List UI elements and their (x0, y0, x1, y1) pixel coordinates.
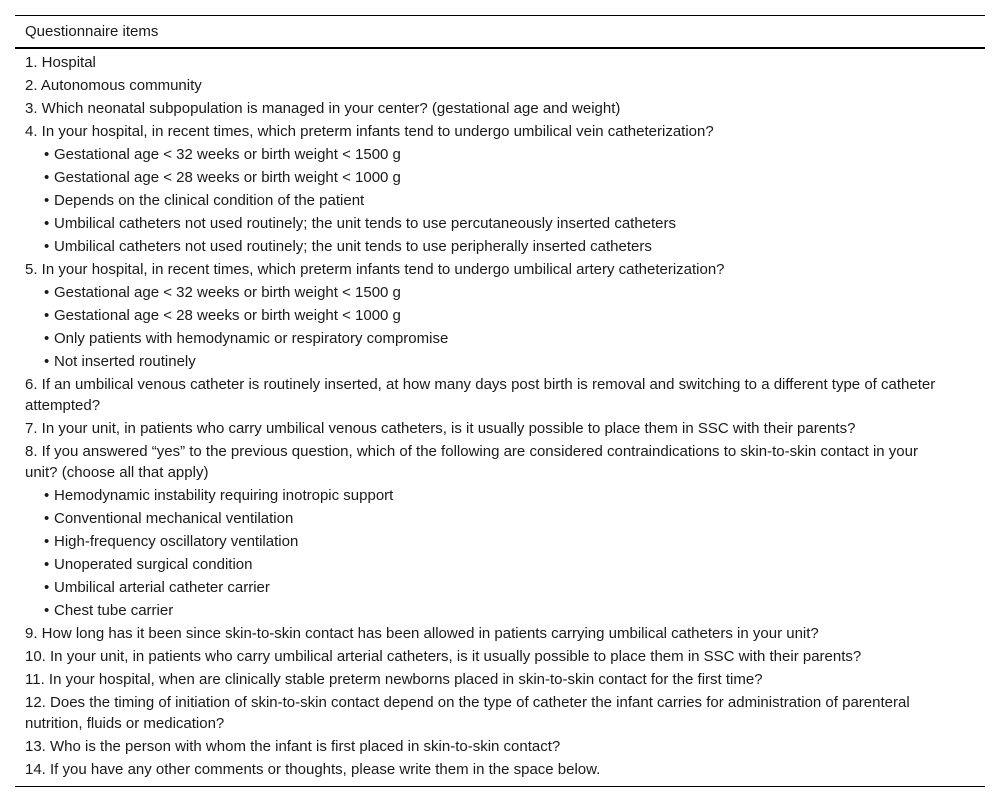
option-text: Umbilical catheters not used routinely; the unit tends to use peripherally inserted catheters (54, 238, 652, 255)
bullet-icon: • (44, 307, 50, 324)
question-text: 7. In your unit, in patients who carry umbilical venous catheters, is it usually possible to place them in SSC with their parents? (25, 420, 856, 437)
bullet-icon: • (44, 556, 50, 573)
bullet-icon: • (44, 238, 50, 255)
bullet-icon: • (44, 533, 50, 550)
option-row (15, 213, 985, 236)
option-text: Conventional mechanical ventilation (54, 510, 294, 527)
question-row (15, 418, 985, 441)
option-text: Umbilical catheters not used routinely; the unit tends to use percutaneously inserted catheters (54, 215, 677, 232)
question-text: 12. Does the timing of initiation of skin-to-skin contact depend on the type of catheter the infant carries for administration of parenteral nutrition, fluids or medication? (25, 694, 910, 732)
option-text: Gestational age < 28 weeks or birth weight < 1000 g (54, 169, 401, 186)
question-row (15, 98, 985, 121)
option-row (15, 190, 985, 213)
bullet-icon: • (44, 353, 50, 370)
question-text: 6. If an umbilical venous catheter is routinely inserted, at how many days post birth is removal and switching to a different type of catheter attempted? (25, 376, 936, 414)
option-row (15, 600, 985, 623)
question-text: 14. If you have any other comments or thoughts, please write them in the space below. (25, 761, 601, 778)
table-header-label: Questionnaire items (25, 23, 159, 40)
option-text: Not inserted routinely (54, 353, 196, 370)
bullet-icon: • (44, 284, 50, 301)
option-text: Unoperated surgical condition (54, 556, 253, 573)
bullet-icon: • (44, 169, 50, 186)
question-text: 11. In your hospital, when are clinically stable preterm newborns placed in skin-to-skin contact for the first time? (25, 671, 763, 688)
bullet-icon: • (44, 579, 50, 596)
question-row (15, 441, 985, 485)
option-row (15, 305, 985, 328)
questionnaire-table (15, 15, 985, 787)
bullet-icon: • (44, 330, 50, 347)
option-row (15, 577, 985, 600)
option-row (15, 167, 985, 190)
question-text: 8. If you answered “yes” to the previous question, which of the following are considered contraindications to skin-to-skin contact in your unit? (choose all that apply) (25, 443, 918, 481)
question-text: 4. In your hospital, in recent times, which preterm infants tend to undergo umbilical vein catheterization? (25, 123, 714, 140)
question-row (15, 259, 985, 282)
question-text: 2. Autonomous community (25, 77, 202, 94)
option-text: Umbilical arterial catheter carrier (54, 579, 270, 596)
option-row (15, 485, 985, 508)
option-text: Gestational age < 28 weeks or birth weight < 1000 g (54, 307, 401, 324)
bullet-icon: • (44, 146, 50, 163)
option-text: Hemodynamic instability requiring inotropic support (54, 487, 394, 504)
option-text: High-frequency oscillatory ventilation (54, 533, 299, 550)
question-row (15, 646, 985, 669)
option-text: Depends on the clinical condition of the patient (54, 192, 365, 209)
question-row (15, 374, 985, 418)
question-row (15, 75, 985, 98)
question-text: 1. Hospital (25, 54, 96, 71)
bullet-icon: • (44, 192, 50, 209)
question-row (15, 692, 985, 736)
bullet-icon: • (44, 487, 50, 504)
question-text: 3. Which neonatal subpopulation is managed in your center? (gestational age and weight) (25, 100, 621, 117)
option-text: Gestational age < 32 weeks or birth weight < 1500 g (54, 284, 401, 301)
question-text: 9. How long has it been since skin-to-skin contact has been allowed in patients carrying umbilical catheters in your unit? (25, 625, 819, 642)
option-row (15, 144, 985, 167)
option-row (15, 236, 985, 259)
question-row (15, 736, 985, 759)
option-row (15, 531, 985, 554)
question-row (15, 121, 985, 144)
question-text: 5. In your hospital, in recent times, which preterm infants tend to undergo umbilical artery catheterization? (25, 261, 725, 278)
option-row (15, 282, 985, 305)
question-row (15, 669, 985, 692)
option-text: Only patients with hemodynamic or respiratory compromise (54, 330, 449, 347)
option-row (15, 328, 985, 351)
bullet-icon: • (44, 215, 50, 232)
table-body (15, 49, 985, 787)
option-row (15, 508, 985, 531)
bullet-icon: • (44, 602, 50, 619)
question-row (15, 759, 985, 782)
question-text: 10. In your unit, in patients who carry umbilical arterial catheters, is it usually possible to place them in SSC with their parents? (25, 648, 862, 665)
option-row (15, 351, 985, 374)
option-row (15, 554, 985, 577)
bullet-icon: • (44, 510, 50, 527)
question-row (15, 623, 985, 646)
option-text: Chest tube carrier (54, 602, 174, 619)
option-text: Gestational age < 32 weeks or birth weight < 1500 g (54, 146, 401, 163)
question-row (15, 52, 985, 75)
question-text: 13. Who is the person with whom the infant is first placed in skin-to-skin contact? (25, 738, 561, 755)
table-header (15, 16, 985, 49)
